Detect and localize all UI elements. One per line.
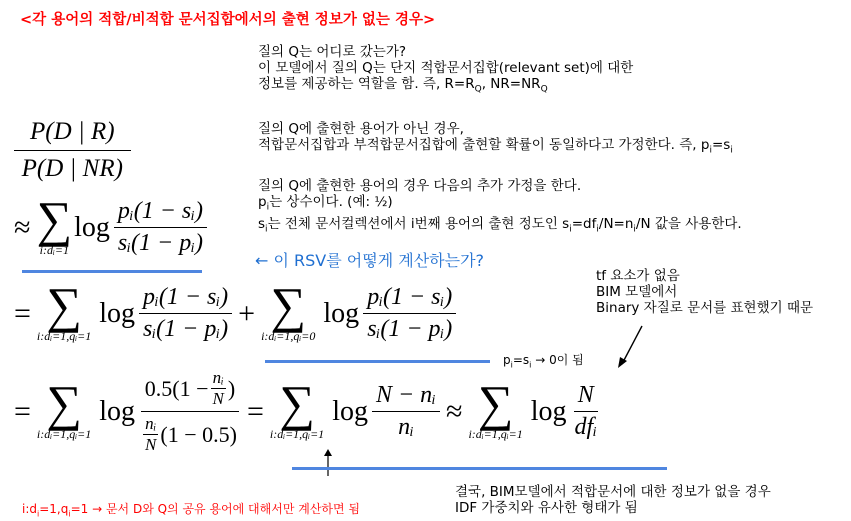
assumption-2-line-3: $s_i$는 전체 문서컬렉션에서 i번째 용어의 출현 정도인 $s_i=df_i/N=n_i/N$ 값을 사용한다.	[258, 215, 742, 235]
frac-half: 0.5(1 − $\frac{\text{nᵢ}}{N}$ ) $\frac{\text{nᵢ}}{N}$ (1 − 0.5)	[139, 368, 241, 455]
plus-symbol: +	[238, 296, 256, 330]
frac-idf: $\frac{N}{\text{dfᵢ}}$	[574, 382, 598, 440]
likelihood-ratio-denominator: P(D | NR)	[21, 155, 123, 182]
log-5: log	[332, 395, 368, 427]
assumption-1-line-2: 적합문서집합과 부적합문서집합에 출현할 확률이 동일하다고 가정한다. 즉, $p_i=s_i$	[258, 137, 733, 156]
approx-symbol: ≈	[14, 210, 31, 244]
tf-note-line-2: BIM 모델에서	[596, 284, 678, 300]
approx-symbol-2: ≈	[445, 394, 463, 428]
intro-line-1: 질의 Q는 어디로 갔는가?	[258, 44, 407, 60]
conclusion-line-1: 결국, BIM모델에서 적합문서에 대한 정보가 없을 경우	[455, 484, 771, 500]
sum-5: ∑ i:dᵢ=1,qᵢ=1	[269, 375, 325, 441]
slide-title: <각 용어의 적합/비적합 문서집합에서의 출현 정보가 없는 경우>	[20, 12, 436, 28]
equation-line-2	[8, 277, 456, 344]
assumption-1-block	[258, 121, 733, 159]
equals-symbol-1: =	[14, 296, 31, 330]
likelihood-ratio	[14, 118, 131, 183]
log-3: log	[323, 297, 360, 329]
rsv-question: ← 이 RSV를 어떻게 계산하는가?	[255, 251, 485, 270]
frac-n-minus-n: $\frac{\text{N − nᵢ}}{\text{nᵢ}}$	[372, 382, 440, 441]
intro-block	[258, 44, 633, 98]
conclusion	[455, 484, 771, 516]
assumption-2-line-1: 질의 Q에 출현한 용어의 경우 다음의 추가 가정을 한다.	[258, 178, 582, 194]
assumption-2-line-2: $p_i$는 상수이다. (예: ½)	[258, 194, 393, 213]
intro-line-2: 이 모델에서 질의 Q는 단지 적합문서집합(relevant set)에 대한	[258, 60, 634, 76]
tf-note	[596, 268, 813, 316]
tf-note-line-1: tf 요소가 없음	[596, 268, 680, 284]
underline-1	[22, 270, 202, 273]
equation-line-1	[8, 191, 207, 258]
log-4: log	[99, 395, 136, 427]
tf-note-line-3: Binary 자질로 문서를 표현했기 때문	[596, 300, 814, 316]
frac-3: $\frac{\text{pᵢ(1 − sᵢ)}}{\text{sᵢ(1 − pᵢ)}}$	[363, 284, 456, 343]
equals-symbol-2: =	[14, 394, 31, 428]
frac-1: $\frac{\text{pᵢ(1 − sᵢ)}}{\text{sᵢ(1 − pᵢ)}}$	[114, 198, 207, 257]
log-2: log	[99, 297, 136, 329]
sum-3: ∑ i:dᵢ=1,qᵢ=0	[261, 277, 316, 343]
log-6: log	[530, 395, 567, 427]
assumption-2-block	[258, 178, 742, 237]
conclusion-line-2: IDF 가중치와 유사한 형태가 됨	[455, 500, 638, 516]
equals-symbol-3: =	[246, 394, 264, 428]
underline-3	[292, 467, 667, 470]
intro-line-3: 정보를 제공하는 역할을 함. 즉, $R=R_Q$, $NR=NR_Q$	[258, 76, 548, 95]
tf-note-arrow-icon	[612, 322, 652, 372]
bottom-left-note: $i:d_i=1,q_i=1$ → 문서 D와 Q의 공유 용어에 대해서만 계산하면 됨	[22, 502, 361, 519]
sum-1: ∑ i:dᵢ=1	[36, 191, 73, 257]
pi-si-note: $p_i=s_i \to 0$이 됨	[503, 353, 584, 370]
equation-line-3	[8, 368, 601, 455]
sum-6: ∑ i:dᵢ=1,qᵢ=1	[468, 375, 523, 441]
sum-2: ∑ i:dᵢ=1,qᵢ=1	[36, 277, 92, 343]
frac-2: $\frac{\text{pᵢ(1 − sᵢ)}}{\text{sᵢ(1 − pᵢ)}}$	[139, 284, 232, 343]
underline-2	[265, 360, 490, 363]
log-1: log	[74, 211, 110, 243]
likelihood-ratio-numerator: P(D | R)	[14, 118, 131, 151]
sum-4: ∑ i:dᵢ=1,qᵢ=1	[36, 375, 92, 441]
assumption-1-line-1: 질의 Q에 출현한 용어가 아닌 경우,	[258, 121, 464, 137]
